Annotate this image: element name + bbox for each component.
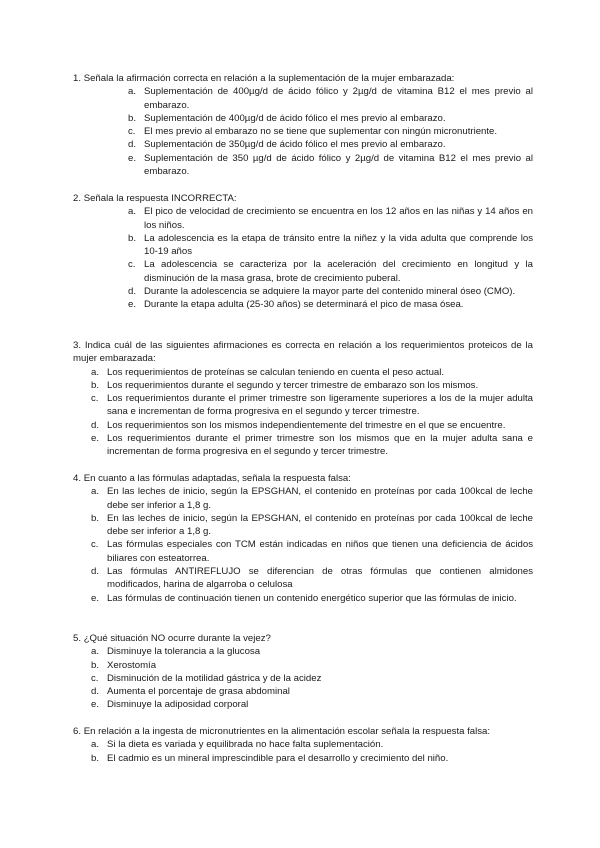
option-letter: e. — [91, 433, 100, 445]
question-text: ¿Qué situación NO ocurre durante la vejez? — [83, 633, 271, 644]
option-text: Los requerimientos durante el primer trimestre son los mismos que en la mujer adulta sana e incrementan de forma progresiva en el segundo y tercer trimestre. — [107, 433, 533, 458]
option-a — [128, 205, 533, 232]
option-c — [91, 392, 533, 419]
option-letter: d. — [128, 286, 137, 298]
question-stem — [73, 725, 533, 738]
option-text: Los requerimientos son los mismos independientemente del trimestre en el que se encuentre. — [107, 419, 506, 431]
option-letter: b. — [128, 112, 137, 124]
option-a — [91, 645, 533, 658]
question-text: Indica cuál de las siguientes afirmaciones es correcta en relación a los requerimientos proteicos de la mujer embarazada: — [73, 340, 533, 365]
question-number: 6. — [73, 726, 82, 737]
option-e — [128, 152, 533, 179]
option-b — [128, 232, 533, 259]
option-letter: d. — [91, 686, 100, 698]
option-text: Disminuye la adiposidad corporal — [107, 699, 249, 711]
question-number: 3. — [73, 340, 82, 351]
option-letter: e. — [128, 152, 137, 164]
option-letter: a. — [91, 486, 100, 498]
option-letter: c. — [91, 539, 99, 551]
option-text: La adolescencia se caracteriza por la aceleración del crecimiento en longitud y la disminución de la masa grasa, brote de crecimiento puberal. — [144, 259, 533, 284]
option-text: Las fórmulas de continuación tienen un contenido energético superior que las fórmulas de inicio. — [107, 592, 517, 604]
question-1 — [73, 72, 533, 178]
question-stem — [73, 472, 533, 485]
question-stem — [73, 72, 533, 85]
question-text: Señala la respuesta INCORRECTA: — [83, 193, 237, 204]
question-text: En cuanto a las fórmulas adaptadas, señala la respuesta falsa: — [83, 473, 351, 484]
question-3 — [73, 339, 533, 459]
question-stem — [73, 632, 533, 645]
option-letter: a. — [128, 86, 137, 98]
question-6 — [73, 725, 533, 765]
option-letter: c. — [91, 672, 99, 684]
option-text: Suplementación de 350 µg/d de ácido fólico y 2µg/d de vitamina B12 el mes previo al embarazo. — [144, 152, 533, 178]
option-letter: b. — [91, 752, 100, 764]
option-text: Los requerimientos durante el primer trimestre son ligeramente superiores a los de la mujer adulta sana e incrementan de forma progresiva en el segundo y tercer trimestre. — [107, 393, 533, 418]
option-letter: b. — [91, 512, 100, 524]
option-text: Aumenta el porcentaje de grasa abdominal — [107, 686, 290, 698]
option-e — [91, 698, 533, 711]
option-d — [128, 285, 533, 298]
option-c — [128, 258, 533, 285]
option-letter: e. — [128, 299, 137, 311]
question-number: 5. — [73, 633, 82, 644]
option-b — [128, 112, 533, 125]
question-text: Señala la afirmación correcta en relación a la suplementación de la mujer embarazada: — [83, 73, 455, 84]
option-text: El mes previo al embarazo no se tiene que suplementar con ningún micronutriente. — [144, 126, 498, 138]
option-letter: a. — [91, 646, 100, 658]
option-text: Disminuye la tolerancia a la glucosa — [107, 646, 261, 658]
question-stem — [73, 339, 533, 366]
option-letter: d. — [128, 139, 137, 151]
option-text: Durante la adolescencia se adquiere la mayor parte del contenido mineral óseo (CMO). — [144, 286, 516, 298]
option-e — [91, 432, 533, 459]
option-letter: b. — [91, 659, 100, 671]
option-text: Suplementación de 350µg/d de ácido fólico el mes previo al embarazo. — [144, 139, 446, 151]
option-a — [91, 485, 533, 512]
question-number: 1. — [73, 73, 82, 84]
option-text: Los requerimientos durante el segundo y tercer trimestre de embarazo son los mismos. — [107, 379, 479, 391]
option-letter: b. — [128, 232, 137, 244]
option-text: Xerostomía — [107, 659, 157, 671]
options-list — [91, 366, 533, 459]
option-letter: d. — [91, 419, 100, 431]
options-list — [91, 738, 533, 765]
question-number: 4. — [73, 473, 82, 484]
option-text: En las leches de inicio, según la EPSGHAN, el contenido en proteínas por cada 100kcal de leche debe ser inferior a 1,8 g. — [107, 512, 533, 538]
question-text: En relación a la ingesta de micronutrientes en la alimentación escolar señala la respuesta falsa: — [83, 726, 491, 737]
options-list — [128, 85, 533, 178]
option-letter: a. — [128, 206, 137, 218]
option-text: En las leches de inicio, según la EPSGHAN, el contenido en proteínas por cada 100kcal de leche debe ser inferior a 1,8 g. — [107, 486, 533, 511]
question-2 — [73, 192, 533, 312]
options-list — [128, 205, 533, 311]
option-text: El cadmio es un mineral imprescindible para el desarrollo y crecimiento del niño. — [107, 752, 449, 764]
option-letter: c. — [128, 259, 136, 271]
option-d — [91, 685, 533, 698]
option-d — [128, 138, 533, 151]
option-e — [91, 592, 533, 605]
options-list — [91, 645, 533, 711]
option-a — [91, 366, 533, 379]
option-letter: e. — [91, 699, 100, 711]
option-c — [91, 672, 533, 685]
option-letter: d. — [91, 566, 100, 578]
option-c — [128, 125, 533, 138]
option-letter: a. — [91, 739, 100, 751]
question-5 — [73, 632, 533, 712]
option-text: Suplementación de 400µg/d de ácido fólico y 2µg/d de vitamina B12 el mes previo al embarazo. — [144, 86, 533, 111]
option-letter: c. — [91, 393, 99, 405]
option-text: Las fórmulas especiales con TCM están indicadas en niños que tienen una deficiencia de ácidos biliares con esteatorrea. — [107, 539, 533, 564]
options-list — [91, 485, 533, 605]
question-number: 2. — [73, 193, 82, 204]
option-letter: a. — [91, 366, 100, 378]
option-text: Durante la etapa adulta (25-30 años) se determinará el pico de masa ósea. — [144, 299, 464, 311]
option-b — [91, 379, 533, 392]
option-d — [91, 565, 533, 592]
option-text: Los requerimientos de proteínas se calculan teniendo en cuenta el peso actual. — [107, 366, 445, 378]
option-d — [91, 419, 533, 432]
option-b — [91, 752, 533, 765]
option-a — [91, 738, 533, 751]
question-stem — [73, 192, 533, 205]
option-letter: e. — [91, 592, 100, 604]
option-text: Si la dieta es variada y equilibrada no hace falta suplementación. — [107, 739, 384, 751]
option-b — [91, 659, 533, 672]
option-text: El pico de velocidad de crecimiento se encuentra en los 12 años en las niñas y 14 años en los niños. — [144, 206, 533, 231]
option-text: Las fórmulas ANTIREFLUJO se diferencian de otras fórmulas que contienen almidones modificados, harina de algarroba o celulosa — [107, 566, 533, 591]
option-b — [91, 512, 533, 539]
option-a — [128, 85, 533, 112]
option-text: Disminución de la motilidad gástrica y de la acidez — [107, 672, 322, 684]
option-e — [128, 298, 533, 311]
option-text: La adolescencia es la etapa de tránsito entre la niñez y la vida adulta que comprende los 10-19 años — [144, 232, 533, 258]
question-4 — [73, 472, 533, 605]
option-letter: b. — [91, 379, 100, 391]
option-text: Suplementación de 400µg/d de ácido fólico el mes previo al embarazo. — [144, 112, 446, 124]
option-letter: c. — [128, 126, 136, 138]
option-c — [91, 538, 533, 565]
